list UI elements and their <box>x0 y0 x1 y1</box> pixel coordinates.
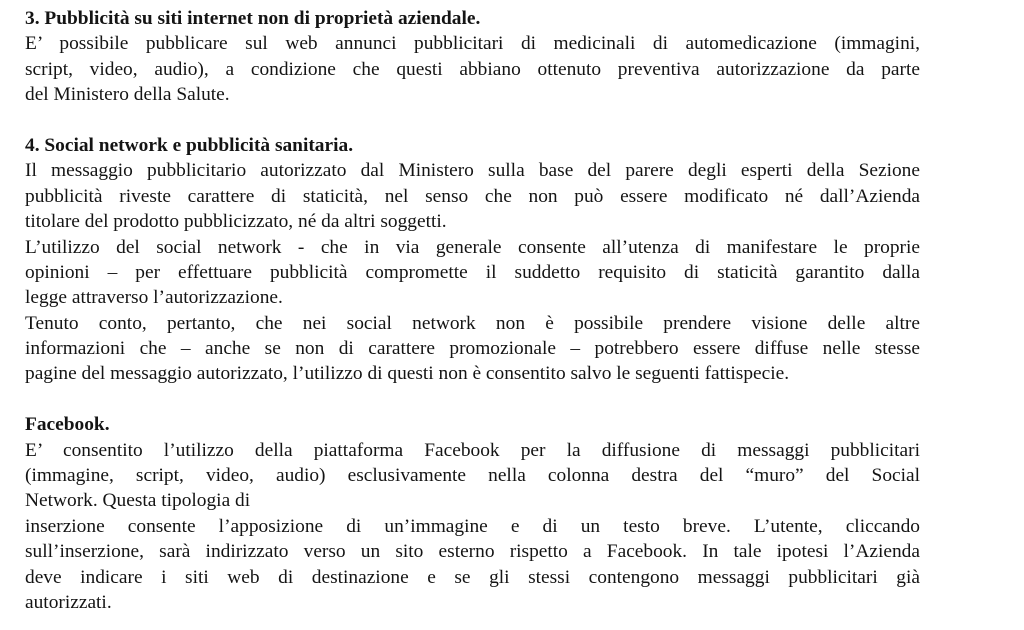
section-3-line-1: E’ possibile pubblicare sul web annunci pubblicitari di medicinali di automedicazione (immagini, <box>25 33 920 55</box>
section-4-line-3: titolare del prodotto pubblicizzato, né da altri soggetti. <box>25 211 447 233</box>
section-4-line-6: legge attraverso l’autorizzazione. <box>25 287 283 309</box>
section-facebook <box>25 412 920 615</box>
facebook-heading: Facebook. <box>25 414 110 436</box>
paragraph-gap <box>25 108 920 133</box>
section-4-line-5: opinioni – per effettuare pubblicità compromette il suddetto requisito di staticità garantito dalla <box>25 261 920 283</box>
facebook-line-7: autorizzati. <box>25 591 112 613</box>
section-3-heading: 3. Pubblicità su siti internet non di proprietà aziendale. <box>25 8 481 29</box>
section-4 <box>25 133 920 387</box>
section-4-line-1: Il messaggio pubblicitario autorizzato dal Ministero sulla base del parere degli esperti della Sezione <box>25 160 920 182</box>
section-4-line-8: informazioni che – anche se non di carattere promozionale – potrebbero essere diffuse nelle stesse <box>25 338 920 360</box>
facebook-line-3: Network. Questa tipologia di <box>25 490 251 512</box>
facebook-line-6: deve indicare i siti web di destinazione e se gli stessi contengono messaggi pubblicitari già <box>25 566 920 588</box>
section-4-line-7: Tenuto conto, pertanto, che nei social network non è possibile prendere visione delle altre <box>25 312 920 334</box>
facebook-line-4: inserzione consente l’apposizione di un’immagine e di un testo breve. L’utente, cliccando <box>25 515 920 537</box>
facebook-line-1: E’ consentito l’utilizzo della piattaforma Facebook per la diffusione di messaggi pubblicitari <box>25 439 920 461</box>
section-4-line-4: L’utilizzo del social network - che in via generale consente all’utenza di manifestare le proprie <box>25 236 920 258</box>
facebook-line-2: (immagine, script, video, audio) esclusivamente nella colonna destra del “muro” del Social <box>25 465 920 487</box>
section-3-line-2: script, video, audio), a condizione che questi abbiano ottenuto preventiva autorizzazione da parte <box>25 58 920 80</box>
section-4-line-9: pagine del messaggio autorizzato, l’utilizzo di questi non è consentito salvo le seguenti fattispecie. <box>25 363 790 385</box>
section-4-line-2: pubblicità riveste carattere di staticità, nel senso che non può essere modificato né dall’Azienda <box>25 185 920 207</box>
section-4-heading: 4. Social network e pubblicità sanitaria. <box>25 134 354 156</box>
section-3 <box>25 6 920 108</box>
section-3-line-3: del Ministero della Salute. <box>25 84 230 106</box>
paragraph-gap <box>25 387 920 412</box>
document-page <box>25 6 920 615</box>
facebook-line-5: sull’inserzione, sarà indirizzato verso un sito esterno rispetto a Facebook. In tale ipotesi l’Azienda <box>25 541 920 563</box>
